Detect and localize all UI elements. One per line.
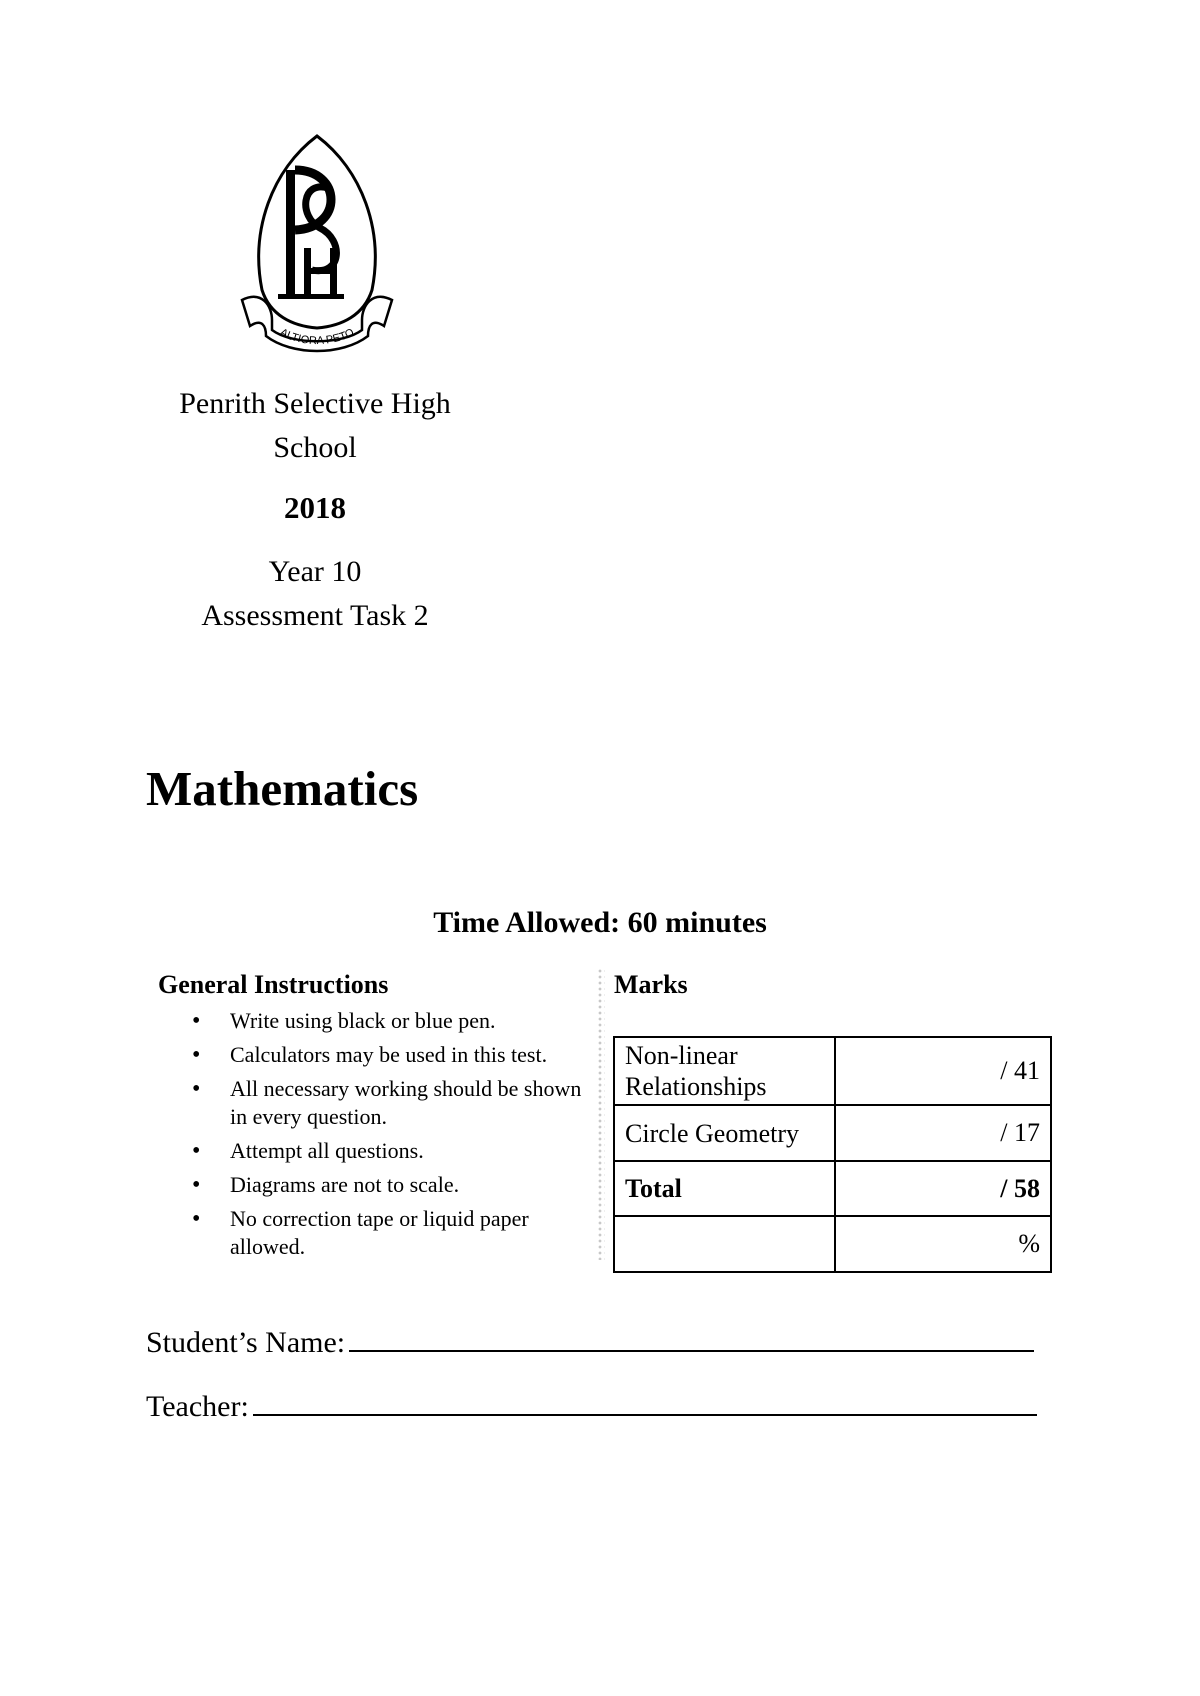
teacher-row bbox=[146, 1390, 1037, 1424]
exam-year: 2018 bbox=[284, 490, 346, 525]
marks-label: Total bbox=[614, 1161, 835, 1216]
instructions-list bbox=[158, 1007, 598, 1267]
subject-title: Mathematics bbox=[146, 761, 419, 816]
marks-label bbox=[614, 1216, 835, 1272]
table-row bbox=[614, 1105, 1051, 1161]
marks-value: % bbox=[835, 1216, 1051, 1272]
assessment-task: Assessment Task 2 bbox=[201, 599, 429, 632]
instruction-item: • Attempt all questions. bbox=[158, 1137, 598, 1165]
table-row bbox=[614, 1216, 1051, 1272]
instruction-item: • Calculators may be used in this test. bbox=[158, 1041, 598, 1069]
table-row bbox=[614, 1037, 1051, 1105]
teacher-name-line[interactable] bbox=[253, 1392, 1037, 1416]
marks-value: / 41 bbox=[835, 1037, 1051, 1105]
year-level: Year 10 bbox=[268, 555, 362, 588]
school-name: Penrith Selective High School bbox=[179, 387, 451, 464]
marks-value: / 17 bbox=[835, 1105, 1051, 1161]
instruction-item: • All necessary working should be shown in every question. bbox=[158, 1075, 598, 1131]
general-instructions-heading: General Instructions bbox=[158, 970, 389, 999]
table-row bbox=[614, 1161, 1051, 1216]
marks-label: Circle Geometry bbox=[614, 1105, 835, 1161]
instruction-item: • No correction tape or liquid paper allowed. bbox=[158, 1205, 598, 1261]
marks-value: / 58 bbox=[835, 1161, 1051, 1216]
school-crest-logo bbox=[232, 130, 402, 362]
marks-label: Non-linear Relationships bbox=[614, 1037, 835, 1105]
marks-table bbox=[613, 1036, 1052, 1273]
year-and-task bbox=[140, 550, 490, 638]
instruction-item: • Write using black or blue pen. bbox=[158, 1007, 598, 1035]
student-name-label: Student’s Name: bbox=[146, 1326, 346, 1359]
time-allowed: Time Allowed: 60 minutes bbox=[433, 906, 767, 939]
svg-text:ALTIORA PETO: ALTIORA PETO bbox=[277, 326, 357, 348]
student-name-line[interactable] bbox=[349, 1328, 1034, 1352]
column-divider bbox=[597, 968, 605, 1260]
teacher-label: Teacher: bbox=[146, 1390, 249, 1423]
marks-heading: Marks bbox=[614, 970, 688, 999]
student-name-row bbox=[146, 1326, 1034, 1360]
instruction-item: • Diagrams are not to scale. bbox=[158, 1171, 598, 1199]
